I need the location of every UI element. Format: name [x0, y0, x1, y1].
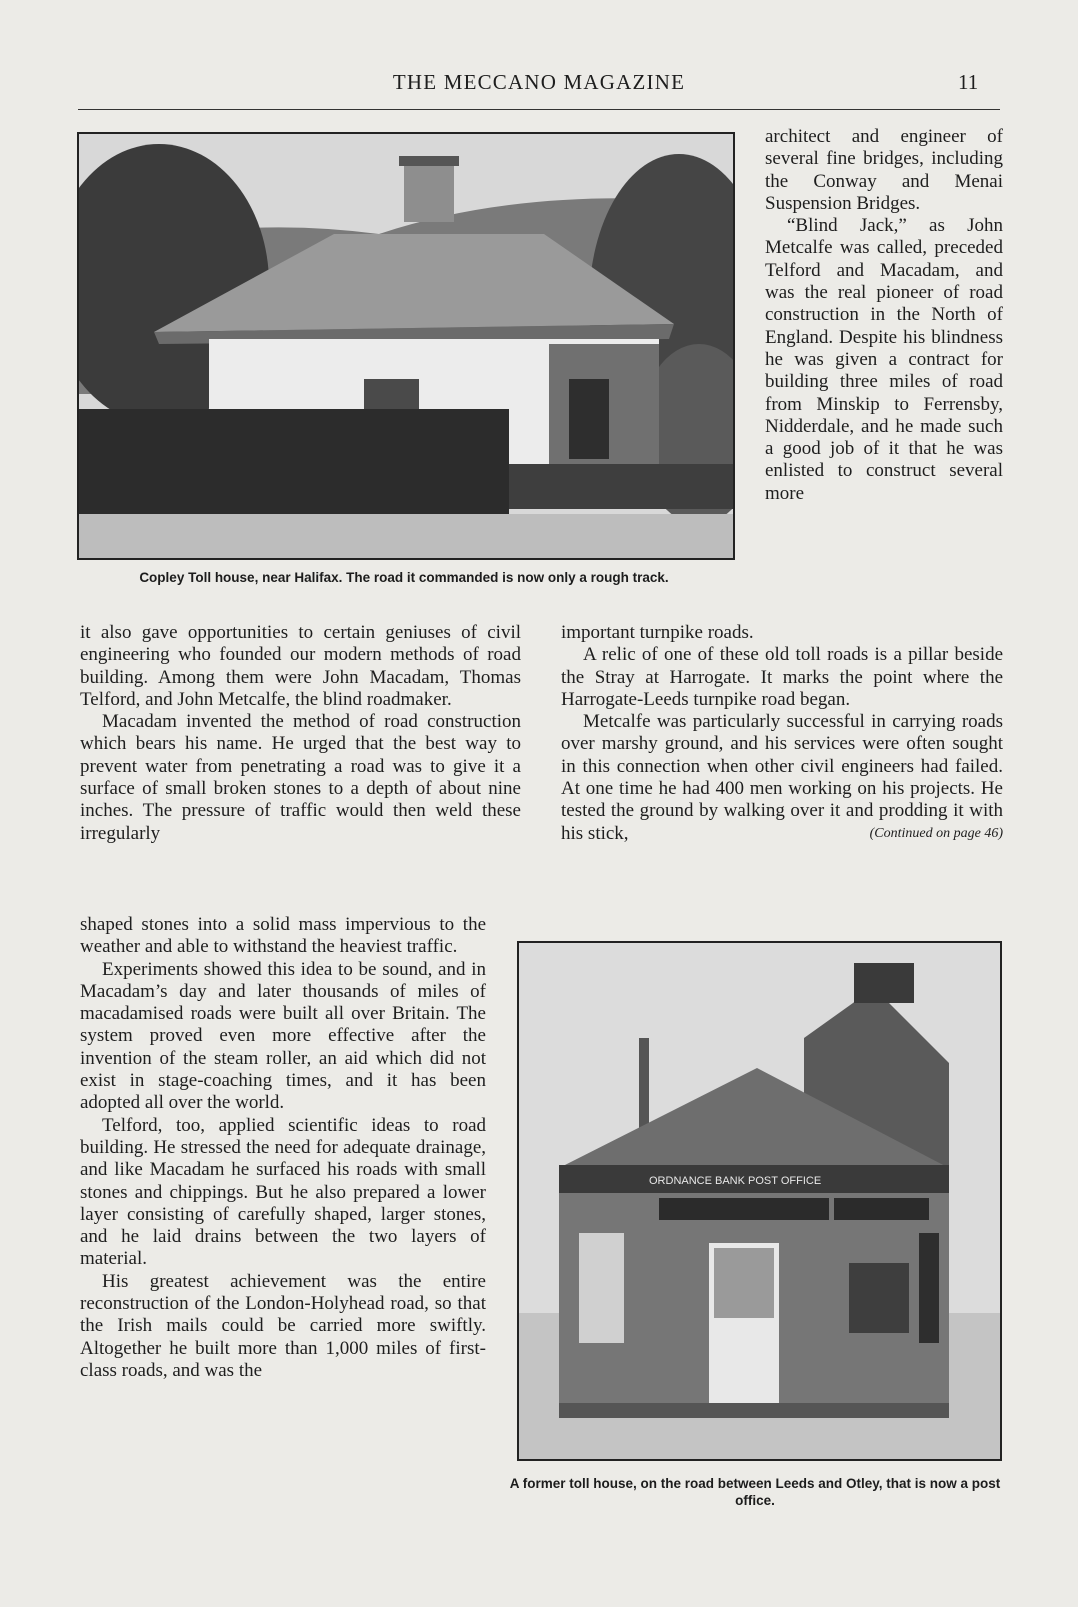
continued-note: (Continued on page 46) [869, 825, 1003, 841]
copley-toll-house-photo [77, 132, 735, 560]
paragraph: Experiments showed this idea to be sound, and in Macadam’s day and later thousands of miles of macadamised roads were built all over Britain. The system proved even more effective after the invention of the steam roller, an aid which did not exist in stage-coaching times, and it has been adopted all over the world. [80, 958, 486, 1114]
paragraph: it also gave opportunities to certain geniuses of civil engineering who founded our modern methods of road building. Among them were John Macadam, Thomas Telford, and John Metcalfe, the blind roadmaker. [80, 622, 521, 710]
paragraph: Telford, too, applied scientific ideas to road building. He stressed the need for adequate drainage, and like Macadam he surfaced his roads with small stones and chippings. But he also prepared a lower layer consisting of carefully shaped, larger stones, and he laid drains between the two layers of material. [80, 1114, 486, 1270]
bottom-photo-caption: A former toll house, on the road between Leeds and Otley, that is now a post office. [509, 1476, 1001, 1508]
right-column-top [765, 126, 1003, 505]
paragraph: His greatest achievement was the entire reconstruction of the London-Holyhead road, so that the Irish mails could be carried more swiftly. Altogether he built more than 1,000 miles of first-class roads, and was the [80, 1270, 486, 1381]
post-office-sign: ORDNANCE BANK POST OFFICE [649, 1175, 822, 1187]
right-column-middle [561, 622, 1003, 845]
paragraph-text: Metcalfe was particularly successful in carrying roads over marshy ground, and his services were often sought in this connection when other civil engineers had failed. At one time he had 400 men working on his projects. He tested the ground by walking over it and prodding it with his stick, [561, 711, 1003, 844]
paragraph: A relic of one of these old toll roads is a pillar beside the Stray at Harrogate. It marks the point where the Harrogate-Leeds turnpike road began. [561, 644, 1003, 710]
paragraph: Macadam invented the method of road construction which bears his name. He urged that the best way to prevent water from penetrating a road was to give it a surface of small broken stones to a depth of about nine inches. The pressure of traffic would then weld these irregularly [80, 711, 521, 844]
running-header: THE MECCANO MAGAZINE [392, 70, 686, 94]
paragraph: architect and engineer of several fine bridges, including the Conway and Menai Suspension Bridges. [765, 126, 1003, 214]
page-number: 11 [958, 70, 979, 94]
paragraph: “Blind Jack,” as John Metcalfe was called, preceded Telford and Macadam, and was the real pioneer of road construction in the North of England. Despite his blindness he was given a contract for building three miles of road from Minskip to Ferrensby, Nidderdale, and he made such a good job of it that he was enlisted to construct several more [765, 215, 1003, 504]
paragraph: important turnpike roads. [561, 622, 754, 643]
paragraph [561, 711, 1003, 845]
top-photo-caption: Copley Toll house, near Halifax. The road it commanded is now only a rough track. [139, 570, 669, 585]
paragraph: shaped stones into a solid mass impervious to the weather and able to withstand the heaviest traffic. [80, 914, 486, 958]
toll-house-post-office-photo [517, 941, 1002, 1461]
left-column-lower [80, 914, 486, 1382]
header-rule [78, 109, 1000, 110]
left-column-upper [80, 622, 521, 845]
